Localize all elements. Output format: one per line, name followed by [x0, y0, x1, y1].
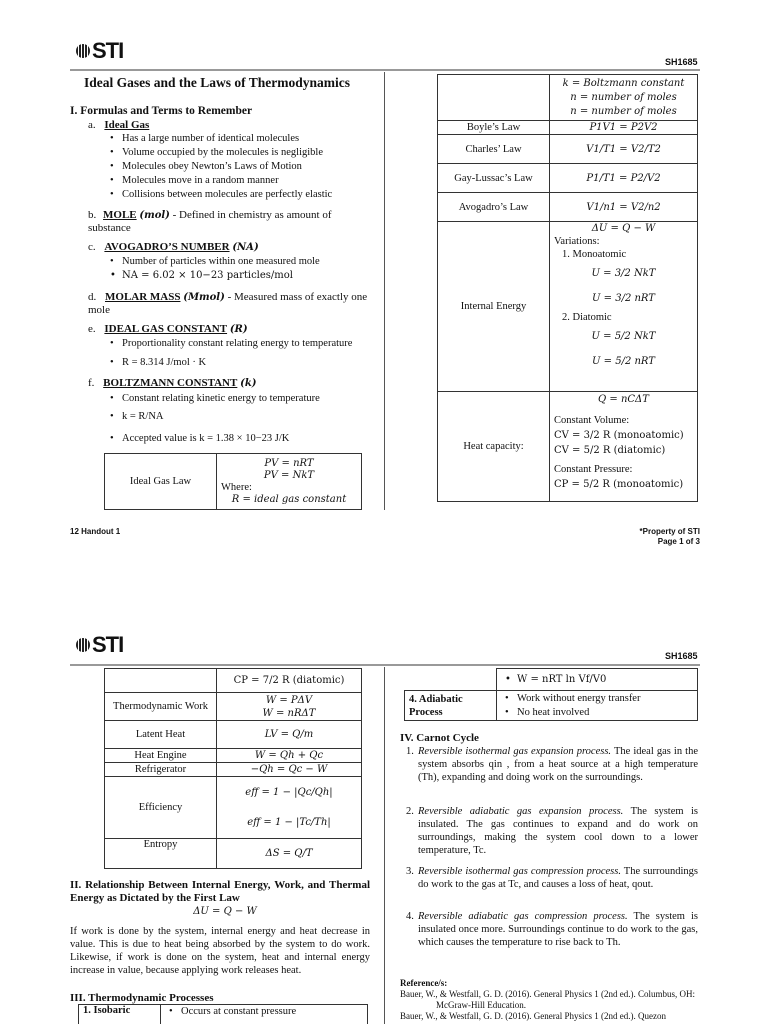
entropy-label: Entropy [105, 839, 217, 869]
sti-logo: STI [76, 632, 123, 658]
boltzmann-list [106, 392, 381, 446]
formula: R = ideal gas constant [231, 493, 347, 505]
section-heading: III. Thermodynamic Processes [70, 992, 214, 1004]
formulas-table [104, 668, 362, 869]
doc-code: SH1685 [665, 651, 698, 661]
header-rule [70, 69, 700, 71]
list-item: • k = R/NA [106, 406, 381, 424]
constant-pressure-label: Constant Pressure: [554, 464, 633, 475]
column-divider [384, 667, 385, 1024]
formula: k = Boltzmann constant [562, 77, 685, 89]
constant-volume-label: Constant Volume: [554, 415, 630, 426]
formula: P1/T1 = P2/V2 [550, 164, 698, 193]
list-item: • Has a large number of identical molecules [106, 132, 381, 146]
gas-constant-list [106, 337, 381, 370]
formula: Q = nCΔT [598, 394, 649, 405]
formula: W = PΔV [265, 694, 313, 706]
diatomic-label: 2. Diatomic [562, 312, 612, 323]
heat-engine-label: Heat Engine [105, 749, 217, 763]
ideal-gas-law-label: Ideal Gas Law [105, 454, 217, 510]
globe-icon [76, 638, 90, 652]
formula: U = 5/2 nRT [592, 356, 655, 367]
globe-icon [76, 44, 90, 58]
formula: eff = 1 − |Tc/Th| [247, 816, 331, 828]
formula: CV = 5/2 R (diatomic) [554, 445, 666, 456]
list-item: • Accepted value is k = 1.38 × 10−23 J/K [106, 424, 381, 446]
list-item: • Molecules obey Newton’s Laws of Motion [106, 160, 381, 174]
formula: U = 3/2 nRT [592, 293, 655, 304]
formula: PV = nRT [264, 457, 314, 469]
page-title: Ideal Gases and the Laws of Thermodynamics [84, 75, 351, 90]
section-heading: II. Relationship Between Internal Energy, Work, and Thermal Energy as Dictated by the First Law [70, 879, 370, 904]
formula: V1/n1 = V2/n2 [550, 193, 698, 222]
section-heading: IV. Carnot Cycle [400, 732, 479, 744]
formula: V1/T1 = V2/T2 [550, 135, 698, 164]
latent-heat-label: Latent Heat [105, 721, 217, 749]
item-c: c. AVOGADRO’S NUMBER (NA) [88, 241, 259, 253]
formula: LV = Q/m [217, 721, 362, 749]
list-item: • Proportionality constant relating energy to temperature [106, 337, 381, 351]
adiabatic-table [404, 668, 698, 721]
reference-item: Bauer, W., & Westfall, G. D. (2016). General Physics 1 (2nd ed.). Columbus, OH: McGraw-Hill Education. [400, 989, 695, 1010]
carnot-step-2: 2. Reversible adiabatic gas expansion process. The system is insulated. The gas continues to expand and do work on surroundings, making the system cool down to a lower temperature, Tc. [406, 806, 699, 856]
refrigerator-label: Refrigerator [105, 763, 217, 777]
references-heading: Reference/s: [400, 978, 448, 988]
avogadro-list [106, 255, 381, 283]
carnot-step-1: 1. Reversible isothermal gas expansion process. The ideal gas in the system absorbs qin , from a heat source at a high temperature (Th), expanding and doing work on the surroundings. [406, 746, 698, 783]
boyles-law-label: Boyle’s Law [438, 121, 550, 135]
list-item: • Molecules move in a random manner [106, 174, 381, 188]
ideal-gas-law-table [104, 453, 362, 510]
list-item: • Constant relating kinetic energy to temperature [106, 392, 381, 406]
formula: ΔS = Q/T [217, 839, 362, 869]
list-item: • Work without energy transfer [501, 692, 693, 706]
formula: CP = 7/2 R (diatomic) [217, 669, 362, 693]
formula: P1V1 = P2V2 [550, 121, 698, 135]
thermodynamic-work-label: Thermodynamic Work [105, 693, 217, 721]
list-item: • Volume occupied by the molecules is negligible [106, 146, 381, 160]
variations-label: Variations: [554, 236, 600, 247]
formula: W = nRΔT [262, 707, 316, 719]
formula: W = Qh + Qc [217, 749, 362, 763]
footer-property: *Property of STI [639, 527, 700, 536]
heat-capacity-label: Heat capacity: [438, 392, 550, 502]
formula: −Qh = Qc − W [217, 763, 362, 777]
footer-left: 12 Handout 1 [70, 527, 121, 536]
ideal-gas-list [106, 132, 381, 202]
list-item: • Occurs at constant pressure [165, 1005, 363, 1019]
formula: U = 5/2 NkT [591, 331, 656, 342]
formula: CV = 3/2 R (monoatomic) [554, 430, 684, 441]
formula: U = 3/2 NkT [591, 268, 656, 279]
avogadros-law-label: Avogadro’s Law [438, 193, 550, 222]
formula: n = number of moles [570, 91, 677, 103]
efficiency-label: Efficiency [105, 777, 217, 839]
item-e: e. IDEAL GAS CONSTANT (R) [88, 323, 248, 335]
list-item: • Collisions between molecules are perfectly elastic [106, 188, 381, 202]
adiabatic-label: 4. Adiabatic Process [405, 691, 497, 721]
header-rule [70, 664, 700, 666]
sti-logo: STI [76, 38, 123, 64]
item-f: f. BOLTZMANN CONSTANT (k) [88, 377, 257, 389]
formula: CP = 5/2 R (monoatomic) [554, 479, 684, 490]
carnot-step-3: 3. Reversible isothermal gas compression process. The surroundings do work to the gas at Tc, and causes a loss of heat, qout. [406, 866, 698, 890]
reference-item: Bauer, W., & Westfall, G. D. (2016). General Physics 1 (2nd ed.). Quezon [400, 1011, 666, 1021]
formula: PV = NkT [263, 469, 315, 481]
list-item: • NA = 6.02 × 10−23 particles/mol [106, 269, 381, 283]
formula: • W = nRT ln Vf/V0 [501, 673, 693, 687]
formula: ΔU = Q − W [193, 906, 257, 917]
item-d: d. MOLAR MASS (Mmol) - Measured mass of exactly one mole [88, 291, 368, 316]
paragraph: If work is done by the system, internal energy and heat decrease in value. This is due to heat being absorbed by the system to do work. Likewise, if work is done on the system, heat and internal energy increase in value, because applying work releases heat. [70, 926, 370, 976]
section-heading: I. Formulas and Terms to Remember [70, 105, 253, 117]
item-a: a. Ideal Gas [88, 119, 150, 131]
isobaric-label: 1. Isobaric [79, 1005, 161, 1024]
column-divider [384, 72, 385, 510]
formula: n = number of moles [570, 105, 677, 117]
charles-law-label: Charles’ Law [438, 135, 550, 164]
laws-table [437, 74, 698, 502]
processes-table [78, 1004, 368, 1024]
list-item: • No heat involved [501, 706, 693, 720]
list-item: • R = 8.314 J/mol · K [106, 351, 381, 370]
formula: eff = 1 − |Qc/Qh| [245, 786, 333, 798]
formula: ΔU = Q − W [591, 223, 656, 234]
list-item: • Number of particles within one measured mole [106, 255, 381, 269]
carnot-step-4: 4. Reversible adiabatic gas compression process. The system is insulated once more. Surroundings continue to do work to the gas, which causes the temperature to rise back to Th. [406, 911, 698, 948]
where-label: Where: [221, 481, 252, 493]
internal-energy-label: Internal Energy [438, 222, 550, 392]
footer-page: Page 1 of 3 [657, 537, 700, 546]
monoatomic-label: 1. Monoatomic [562, 249, 627, 260]
doc-code: SH1685 [665, 57, 698, 67]
gay-lussac-law-label: Gay-Lussac’s Law [438, 164, 550, 193]
item-b: b. MOLE (mol) - Defined in chemistry as amount of substance [88, 209, 332, 234]
